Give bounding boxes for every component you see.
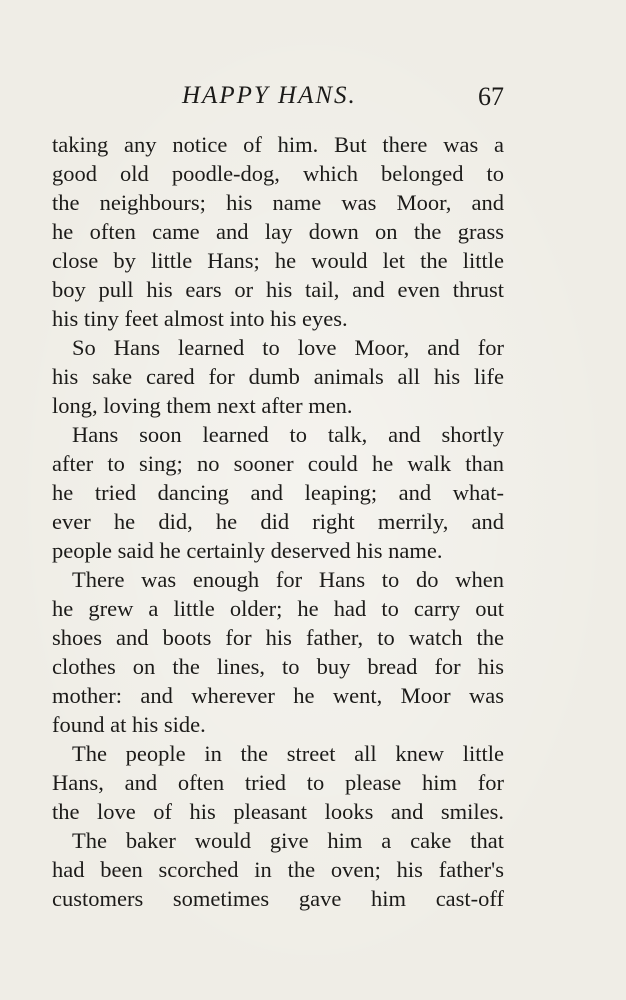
text-line: the neighbours; his name was Moor, and xyxy=(52,190,504,215)
paragraph xyxy=(52,130,504,333)
text-line: So Hans learned to love Moor, and for xyxy=(72,335,504,360)
text-line: customers sometimes gave him cast-off xyxy=(52,886,504,911)
text-line: he tried dancing and leaping; and what- xyxy=(52,480,504,505)
text-line: he grew a little older; he had to carry out xyxy=(52,596,504,621)
paragraph xyxy=(52,333,504,420)
text-line: the love of his pleasant looks and smiles. xyxy=(52,799,504,824)
text-line: Hans soon learned to talk, and shortly xyxy=(72,422,504,447)
text-line: good old poodle-dog, which belonged to xyxy=(52,161,504,186)
running-title: HAPPY HANS. xyxy=(182,82,357,109)
text-line: boy pull his ears or his tail, and even thrust xyxy=(52,277,504,302)
paragraph xyxy=(52,565,504,739)
text-line: after to sing; no sooner could he walk than xyxy=(52,451,504,476)
text-line: people said he certainly deserved his name. xyxy=(52,538,443,563)
page-number: 67 xyxy=(478,82,504,111)
text-line: clothes on the lines, to buy bread for his xyxy=(52,654,504,679)
text-line: had been scorched in the oven; his father's xyxy=(52,857,504,882)
paragraph xyxy=(52,739,504,826)
body-text xyxy=(52,130,504,913)
text-line: his tiny feet almost into his eyes. xyxy=(52,306,348,331)
text-line: ever he did, he did right merrily, and xyxy=(52,509,504,534)
text-line: taking any notice of him. But there was a xyxy=(52,132,504,157)
text-line: Hans, and often tried to please him for xyxy=(52,770,504,795)
text-line: his sake cared for dumb animals all his life xyxy=(52,364,504,389)
page-header xyxy=(52,78,504,118)
paragraph xyxy=(52,420,504,565)
text-line: close by little Hans; he would let the little xyxy=(52,248,504,273)
text-line: shoes and boots for his father, to watch the xyxy=(52,625,504,650)
text-line: he often came and lay down on the grass xyxy=(52,219,504,244)
text-line: mother: and wherever he went, Moor was xyxy=(52,683,504,708)
text-line: The baker would give him a cake that xyxy=(72,828,504,853)
paragraph xyxy=(52,826,504,913)
text-line: The people in the street all knew little xyxy=(72,741,504,766)
text-line: There was enough for Hans to do when xyxy=(72,567,504,592)
text-line: found at his side. xyxy=(52,712,206,737)
text-line: long, loving them next after men. xyxy=(52,393,353,418)
